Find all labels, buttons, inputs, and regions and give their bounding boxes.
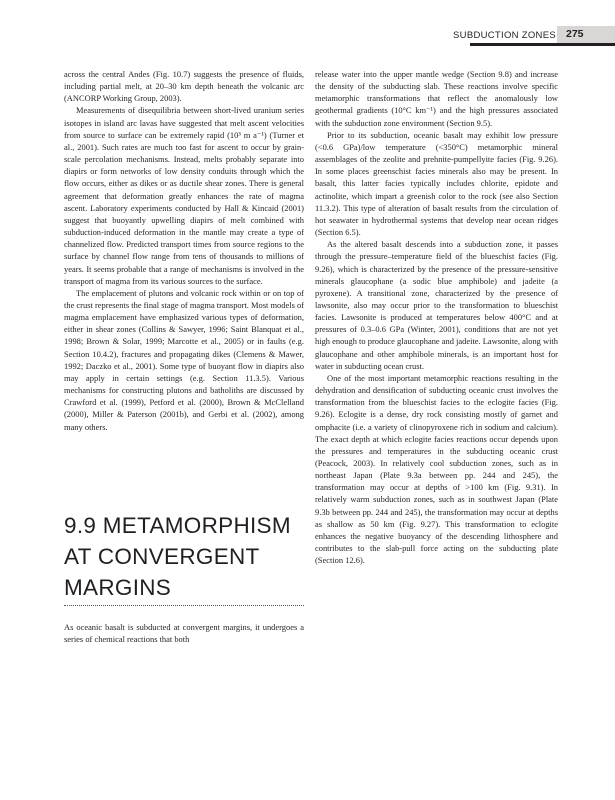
page-number: 275 — [557, 26, 615, 43]
running-title: SUBDUCTION ZONES — [453, 30, 556, 41]
heading-divider — [64, 605, 304, 606]
running-header — [0, 0, 615, 50]
paragraph: release water into the upper mantle wedge (Section 9.8) and increase the density of the subducting slab. These reactions involve specific metamorphic transformations that reflect the anomalously low geothermal gradients (10°C km⁻¹) and the high pressures associated with the subduction zone environment (Section 9.5). — [315, 69, 558, 128]
header-rule — [470, 43, 615, 46]
section-body — [64, 621, 304, 645]
left-column — [64, 68, 304, 433]
right-column — [315, 68, 558, 566]
paragraph: One of the most important metamorphic reactions resulting in the dehydration and densification of subducting oceanic crust involves the transformation from the blueschist facies to the eclogite facies (Fig. 9.26). Eclogite is a dense, dry rock consisting mostly of garnet and omphacite (i.e. a variety of clinopyroxene rich in sodium and calcium). The exact depth at which eclogite facies reactions occur depends upon the pressures and temperatures in the subducting oceanic crust (Peacock, 2003). In relatively cool subduction zones, such as in northeast Japan (Plate 9.3a between pp. 244 and 245), the transformation may occur at depths of >100 km (Fig. 9.31). In relatively warm subduction zones, such as in southwest Japan (Plate 9.3b between pp. 244 and 245), the transformation may occur at depths as shallow as 50 km (Fig. 9.27). This transformation to eclogite enhances the negative buoyancy of the descending lithosphere and contributes to the slab-pull force acting on the subducting plate (Section 12.6). — [315, 372, 558, 566]
paragraph: As the altered basalt descends into a subduction zone, it passes through the pressure–temperature field of the blueschist facies (Fig. 9.26), which is characterized by the presence of the pressure-sensitive minerals glaucophane (a sodic blue amphibole) and jadeite (a pyroxene). A transitional zone, characterized by the presence of lawsonite, also may occur prior to the transformation to blueschist facies. Lawsonite is produced at temperatures below 400°C and at pressures of 0.3–0.6 GPa (Winter, 2001), conditions that are not yet high enough to produce glaucophane and jadeite. Lawsonite, along with glaucophane and other amphibole minerals, is an important host for water in subducting ocean crust. — [315, 239, 558, 371]
paragraph: As oceanic basalt is subducted at convergent margins, it undergoes a series of chemical reactions that both — [64, 622, 304, 645]
paragraph: Prior to its subduction, oceanic basalt may exhibit low pressure (<0.6 GPa)/low temperature (<350°C) metamorphic mineral assemblages of the zeolite and prehnite-pumpellyite facies (Fig. 9.26). In some places greenschist facies minerals also may be present. In basalt, this latter facies typically includes chlorite, epidote and actinolite, which impart a greenish color to the rock (see also Section 11.3.2). This type of alteration of basalt results from the circulation of hot seawater in hydrothermal systems that develop near ocean ridges (Section 6.5). — [315, 129, 558, 238]
paragraph: across the central Andes (Fig. 10.7) suggests the presence of fluids, including partial melt, at 20–30 km depth beneath the volcanic arc (ANCORP Working Group, 2003). — [64, 69, 304, 104]
section-heading: 9.9 METAMORPHISM AT CONVERGENT MARGINS — [64, 513, 291, 600]
paragraph: The emplacement of plutons and volcanic rock within or on top of the crust represents the final stage of magma transport. Most models of magma emplacement have emphasized various types of deformation, either in shear zones (Collins & Sawyer, 1996; Saint Blanquat et al., 1998; Brown & Solar, 1999; Marcotte et al., 2005) or in faults (e.g. Section 10.4.2), fractures and propagating dikes (Clemens & Mawer, 1992; Daczko et al., 2001). Some type of buoyant flow in diapirs also may apply in certain settings (e.g. Section 11.3.5). Various mechanisms for constructing plutons and batholiths are discussed by Crawford et al. (1999), Petford et al. (2000), Brown & McClelland (2000), Miller & Paterson (2001b), and Gerbi et al. (2002), among many others. — [64, 287, 304, 432]
paragraph: Measurements of disequilibria between short-lived uranium series isotopes in island arc lavas have suggested that melt ascent velocities from source to surface can be extremely rapid (10³ m a⁻¹) (Turner et al., 2001). Such rates are much too fast for ascent to occur by grain-scale percolation mechanisms. Instead, melts probably separate into diapirs or form networks of low density conduits through which the flow occurs, either as dikes or as ductile shear zones. There is general agreement that deformation greatly enhances the rate of magma ascent. Laboratory experiments conducted by Hall & Kincaid (2001) suggest that buoyantly upwelling diapirs of melt combined with subduction-induced deformation in the mantle may create a type of channelized flow. Predicted transport times from source regions to the surface by channel flow range from tens of thousands to millions of years. It seems probable that a range of mechanisms is involved in the transport of magma from its various sources to the surface. — [64, 105, 304, 286]
